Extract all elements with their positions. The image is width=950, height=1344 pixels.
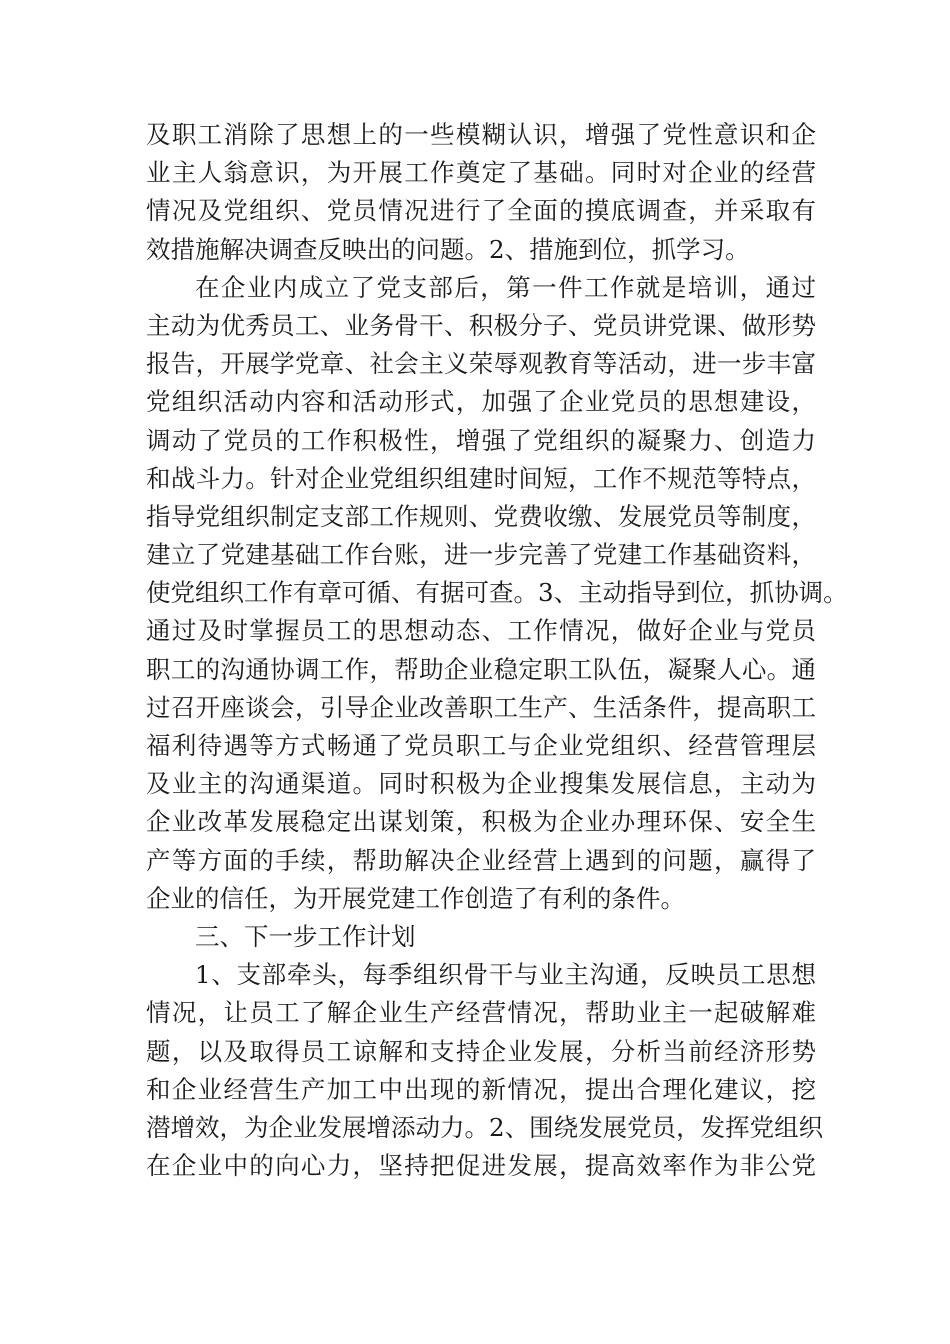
text-line-28: 在企业中的向心力，坚持把促进发展，提高效率作为非公党 (146, 1151, 816, 1181)
text-line-9: 调动了党员的工作积极性，增强了党组织的凝聚力、创造力 (146, 425, 816, 455)
text-line-15: 职工的沟通协调工作，帮助企业稳定职工队伍，凝聚人心。通 (146, 654, 816, 684)
text-line-13: 使党组织工作有章可循、有据可查。3、主动指导到位，抓协调。 (146, 578, 848, 608)
text-line-17: 福利待遇等方式畅通了党员职工与企业党组织、经营管理层 (146, 731, 816, 760)
text-line-24: 情况，让员工了解企业生产经营情况，帮助业主一起破解难 (146, 998, 816, 1028)
text-line-18: 及业主的沟通渠道。同时积极为企业搜集发展信息，主动为 (146, 769, 816, 799)
text-line-2: 业主人翁意识，为开展工作奠定了基础。同时对企业的经营 (146, 158, 816, 188)
text-line-21: 企业的信任，为开展党建工作创造了有利的条件。 (146, 883, 685, 913)
text-line-10: 和战斗力。针对企业党组织组建时间短，工作不规范等特点， (146, 463, 816, 493)
text-line-25: 题，以及取得员工谅解和支持企业发展，分析当前经济形势 (146, 1036, 816, 1066)
text-line-26: 和企业经营生产加工中出现的新情况，提出合理化建议，挖 (146, 1074, 816, 1104)
text-line-12: 建立了党建基础工作台账，进一步完善了党建工作基础资料， (146, 540, 816, 570)
text-line-1: 及职工消除了思想上的一些模糊认识，增强了党性意识和企 (146, 120, 816, 149)
text-line-5: 在企业内成立了党支部后，第一件工作就是培训，通过 (195, 272, 816, 302)
text-line-4: 效措施解决调查反映出的问题。2、措施到位，抓学习。 (146, 234, 750, 264)
text-line-16: 过召开座谈会，引导企业改善职工生产、生活条件，提高职工 (146, 692, 816, 722)
text-line-14: 通过及时掌握员工的思想动态、工作情况，做好企业与党员 (146, 616, 816, 646)
text-line-11: 指导党组织制定支部工作规则、党费收缴、发展党员等制度， (146, 501, 816, 531)
text-line-6: 主动为优秀员工、业务骨干、积极分子、党员讲党课、做形势 (146, 310, 816, 340)
body-text (146, 116, 848, 1185)
text-line-27: 潜增效，为企业发展增添动力。2、围绕发展党员，发挥党组织 (146, 1112, 824, 1142)
text-line-8: 党组织活动内容和活动形式，加强了企业党员的思想建设， (146, 387, 816, 417)
text-line-3: 情况及党组织、党员情况进行了全面的摸底调查，并采取有 (146, 196, 816, 226)
section-heading: 三、下一步工作计划 (195, 921, 416, 951)
text-line-20: 产等方面的手续，帮助解决企业经营上遇到的问题，赢得了 (146, 845, 816, 875)
text-line-23: 1、支部牵头，每季组织骨干与业主沟通，反映员工思想 (195, 960, 816, 990)
text-line-19: 企业改革发展稳定出谋划策，积极为企业办理环保、安全生 (146, 807, 816, 837)
text-line-7: 报告，开展学党章、社会主义荣辱观教育等活动，进一步丰富 (146, 349, 816, 379)
